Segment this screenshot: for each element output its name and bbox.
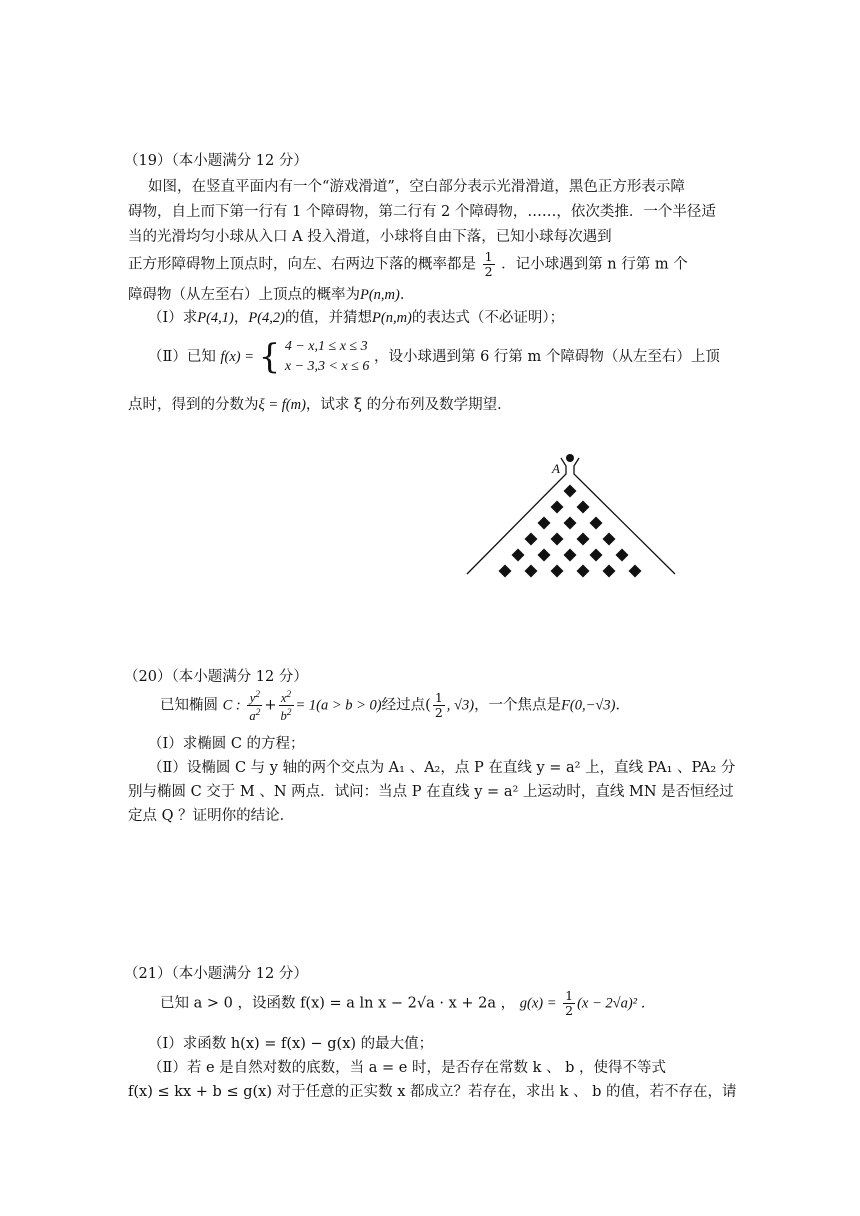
point-x-denominator: 2 (434, 705, 443, 721)
obstacle-row1-col1 (564, 485, 577, 498)
q19-part1-tail: 的表达式（不必证明）； (411, 310, 565, 326)
piecewise-function (259, 337, 370, 377)
obstacle-row5-col2 (538, 549, 551, 562)
ball-icon (566, 454, 574, 462)
ellipse-c: C : (222, 697, 241, 714)
obstacle-grid (499, 485, 642, 578)
g-tail: (x − 2√a)² ． (577, 995, 656, 1012)
q21-part2-line1: （Ⅱ）若 e 是自然对数的底数，当 a = e 时，是否存在常数 k 、 b ，使得不等式 (148, 1060, 666, 1076)
q19-text-line4 (128, 250, 738, 279)
q19-line5-suffix: ． (399, 287, 415, 303)
fraction-denominator: 2 (484, 264, 493, 279)
q19-part2-line2-prefix: 点时，得到的分数为 (128, 397, 259, 413)
ellipse-condition: = 1(a > b > 0) (295, 697, 382, 714)
obstacle-row5-col3 (564, 549, 577, 562)
g-numerator: 1 (565, 988, 574, 1003)
q21-line1-prefix: 已知 a > 0 ，设函数 f(x) = a ln x − 2√a · x + 2a ， (160, 995, 516, 1012)
obstacle-row2-col2 (577, 501, 590, 514)
entrance-label-a: A (552, 461, 560, 476)
q19-part2-label: （Ⅱ）已知 (148, 349, 216, 365)
obstacle-row6-col3 (551, 565, 564, 578)
obstacle-row3-col3 (590, 517, 603, 530)
denominator-a2: $a^2$ (249, 708, 261, 724)
fraction-point-x (433, 691, 445, 720)
obstacle-row5-col4 (590, 549, 603, 562)
q19-text-line1: 如图，在竖直平面内有一个“游戏滑道”，空白部分表示光滑滑道，黑色正方形表示障 (148, 179, 685, 195)
focus-point: F(0,−√3) (561, 697, 616, 714)
q19-text-line3: 当的光滑均匀小球从入口 A 投入滑道，小球将自由下落，已知小球每次遇到 (128, 229, 612, 245)
obstacle-row6-col1 (499, 565, 512, 578)
q20-part2-line2: 别与椭圆 C 交于 M 、N 两点．试问：当点 P 在直线 y = a² 上运动时，直线 MN 是否恒经过 (128, 784, 734, 800)
obstacle-row4-col4 (603, 533, 616, 546)
left-brace: { (258, 337, 281, 377)
q19-line5-prefix: 障碍物（从左至右）上顶点的概率为 (128, 287, 360, 303)
var-x: x (280, 691, 287, 706)
obstacle-row5-col1 (512, 549, 525, 562)
obstacle-row3-col1 (538, 517, 551, 530)
fraction-numerator: 1 (484, 249, 493, 264)
obstacle-row4-col2 (551, 533, 564, 546)
q19-line4-prefix: 正方形障碍物上顶点时，向左、右两边下落的概率都是 (128, 256, 476, 273)
game-slide-figure (460, 448, 685, 580)
point-rest: , √3) (446, 697, 475, 714)
q19-part2-line2-tail: ，试求 ξ 的分布列及数学期望． (305, 397, 512, 413)
q19-pnm-expr: P(n,m) (360, 287, 400, 303)
q21-part1: （Ⅰ）求函数 h(x) = f(x) − g(x) 的最大值； (148, 1036, 434, 1052)
g-denominator: 2 (565, 1003, 574, 1018)
numerator-x2: $x^2$ (279, 688, 294, 706)
numerator-y2: $y^2$ (247, 688, 262, 706)
q19-fx: f(x) = (220, 349, 254, 365)
q19-part1-mid: 的值，并猜想 (285, 310, 373, 326)
g-function: g(x) = (519, 995, 557, 1012)
obstacle-row6-col4 (577, 565, 590, 578)
obstacle-row4-col1 (525, 533, 538, 546)
fraction-one-half (483, 250, 495, 279)
q20-part2-line1: （Ⅱ）设椭圆 C 与 y 轴的两个交点为 A₁ 、A₂，点 P 在直线 y = a² 上，直线 PA₁ 、PA₂ 分 (148, 760, 736, 776)
fraction-g-half (563, 989, 575, 1018)
q19-part2 (148, 337, 758, 377)
obstacle-row2-col1 (551, 501, 564, 514)
obstacle-row4-col3 (577, 533, 590, 546)
q19-text-line5 (128, 285, 738, 305)
q19-line4-suffix: ．记小球遇到第 n 行第 m 个 (501, 256, 688, 273)
var-b: b (280, 709, 287, 724)
obstacle-row6-col6 (629, 565, 642, 578)
q19-part1-comma: ， (233, 310, 249, 326)
q19-part1-label: （Ⅰ）求 (148, 310, 198, 326)
fraction-x2-b2 (279, 688, 294, 723)
case-two: x − 3,3 < x ≤ 6 (284, 359, 370, 374)
q20-line1-focus-text: ，一个焦点是 (474, 697, 562, 714)
q21-header: （21）（本小题满分 12 分） (124, 966, 308, 982)
case-one: 4 − x,1 ≤ x ≤ 3 (284, 339, 368, 354)
q19-p41: P(4,1) (197, 310, 234, 326)
obstacle-row3-col2 (564, 517, 577, 530)
q20-header: （20）（本小题满分 12 分） (124, 669, 308, 685)
q19-text-line2: 碍物，自上而下第一行有 1 个障碍物，第二行有 2 个障碍物，……，依次类推．一个半径适 (128, 204, 716, 220)
q20-line1: 已知椭圆 C : $\frac{y^2}{a^2}$ + $\frac{x^2}{b^2}$ = 1(a > b > 0)经过点( $\frac{1}{2}$ , √3)，一个焦点是F(0,−√3)． (160, 690, 630, 724)
q20-part1: （Ⅰ）求椭圆 C 的方程； (148, 736, 305, 752)
obstacle-row6-col5 (603, 565, 616, 578)
q20-line1-end: ． (615, 697, 630, 714)
q19-p42: P(4,2) (248, 310, 286, 326)
q19-part1 (148, 308, 758, 328)
q20-part2-line3: 定点 Q ？证明你的结论． (128, 808, 295, 824)
var-y: y (249, 691, 256, 706)
point-x-numerator: 1 (434, 690, 443, 706)
var-a: a (249, 709, 256, 724)
piecewise-cases (285, 337, 370, 377)
obstacle-row5-col5 (616, 549, 629, 562)
q21-part2-line2: f(x) ≤ kx + b ≤ g(x) 对于任意的正实数 x 都成立？若存在，求出 k 、 b 的值，若不存在，请 (128, 1084, 737, 1100)
q19-pnm-guess: P(n,m) (372, 310, 412, 326)
q19-part2-line2 (128, 395, 738, 415)
q20-line1-prefix: 已知椭圆 (160, 697, 218, 714)
fraction-y2-a2 (247, 688, 262, 723)
q19-xi-expr: ξ = f(m) (258, 397, 306, 413)
obstacle-row6-col2 (525, 565, 538, 578)
q21-line1 (160, 989, 738, 1018)
denominator-b2: $b^2$ (280, 708, 292, 724)
q19-part2-tail: ，设小球遇到第 6 行第 m 个障碍物（从左至右）上顶 (373, 349, 720, 365)
q20-line1-through: 经过点 (381, 697, 426, 714)
q19-header: （19）（本小题满分 12 分） (124, 153, 308, 169)
